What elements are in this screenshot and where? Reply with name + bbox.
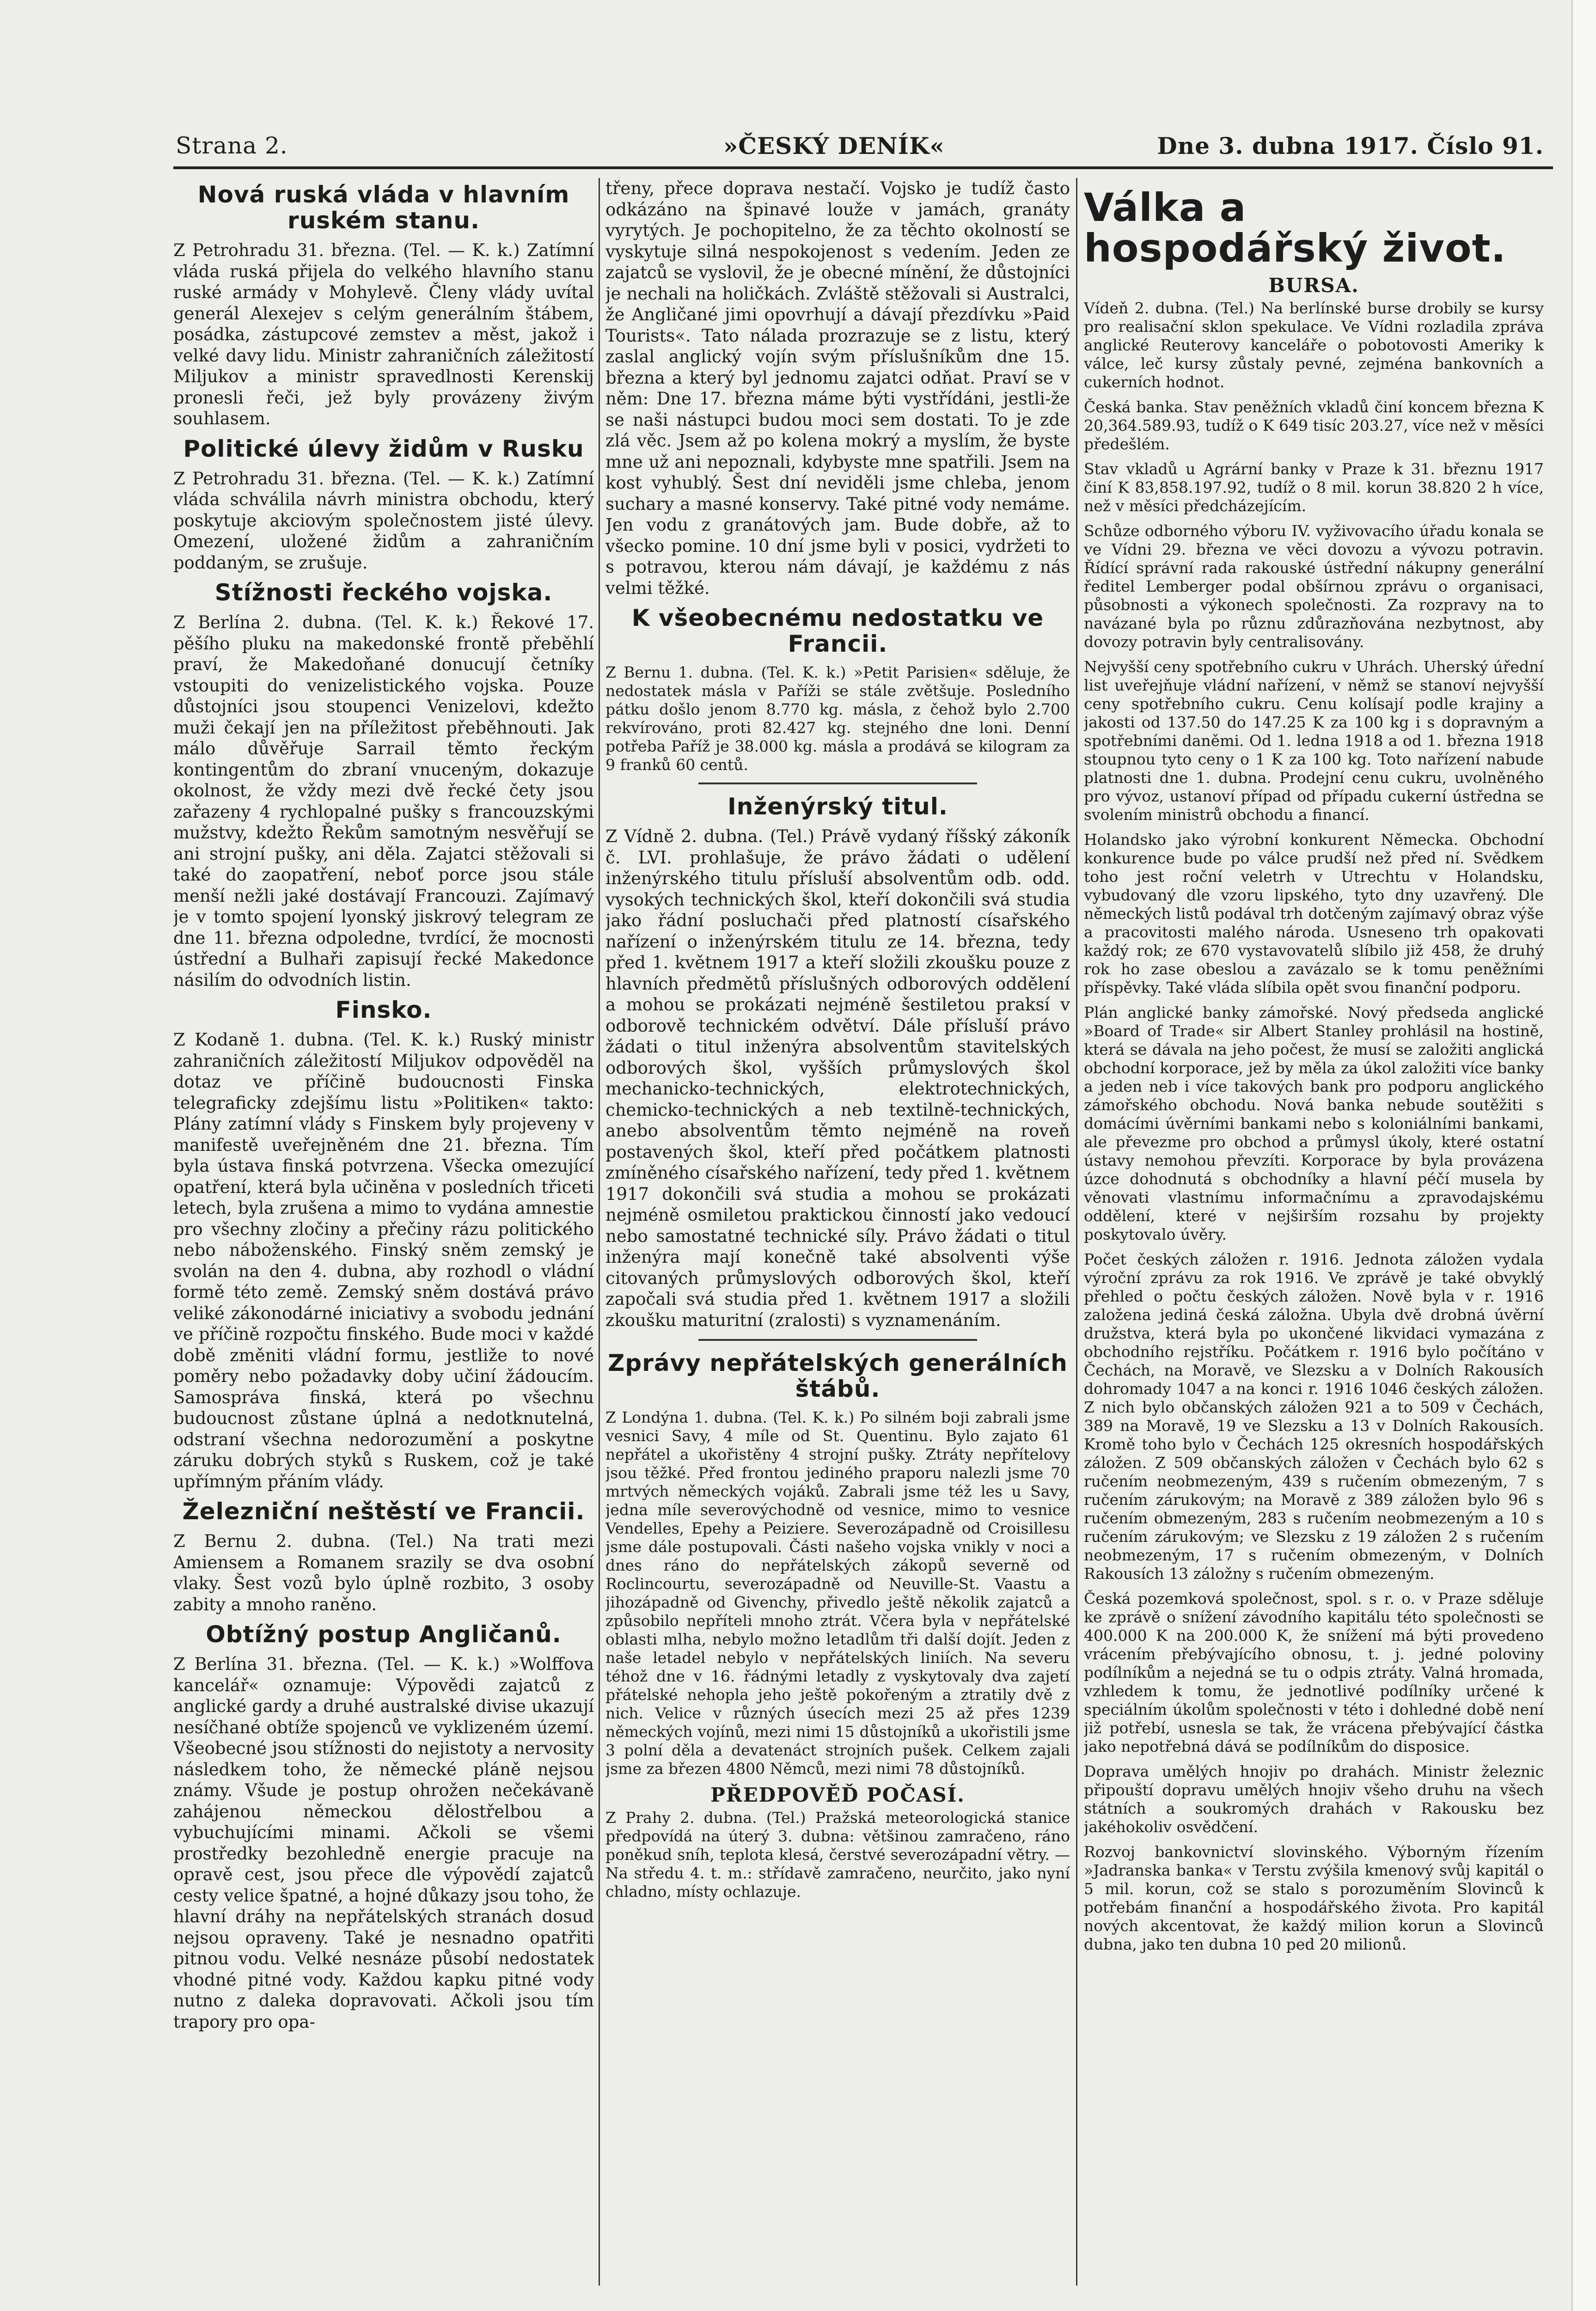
article-body: Z Berlína 2. dubna. (Tel. K. k.) Řekové 17. pěšího pluku na makedonské frontě přeběhlí praví, že Makedoňané donucují četníky vstoupiti do venizelistického vojska. Pouze důstojníci jsou stoupenci Venizelovi, kdežto muži čekají jen na příležitost přeběhnouti. Jak málo důvěřuje Sarrail těmto řeckým kontingentům do zbraní vnuceným, dokazuje okolnost, že vždy mezi dvě řecké čety jsou zařazeny 4 rychlopalné pušky s francouzskými mužstvy, kdežto Řekům samotným nesvěřují se ani strojní pušky, ani děla. Zajatci stěžovali si také do zaopatření, neboť porce jsou stále menší nežli jaké dostávají Francouzi. Zajímavý je v tomto spojení lyonský jiskrový telegram ze dne 11. března odpoledne, tvrdící, že mocnosti ústřední a Bulhaři zapisují řecké Makedonce násilím do odvodních listin. (173, 612, 594, 990)
article-body: Schůze odborného výboru IV. vyživovacího úřadu konala se ve Vídni 29. března ve věci dovozu a vývozu potravin. Řídící správní rada rakouské ústřední nákupny generální ředitel Lemberger podal obšírnou zprávu o organisaci, působnosti a výkonech společnosti. Za rozpravy na to navázané byla po různu zdůrazňována nezbytnost, aby dovozy potravin byly centralisovány. (1084, 521, 1544, 651)
article-body: Holandsko jako výrobní konkurent Německa. Obchodní konkurence bude po válce prudší než před ní. Svědkem toho jest roční veletrh v Utrechtu v Holandsku, vybudovaný dle vzoru lipského, tyto dny uzavřený. Dle německých listů podával trh dotčeným zajímavý obraz výše a pracovitosti malého národa. Usneseno trh opakovati každý rok; ze 670 vystavovatelů slíbilo již 458, že druhý rok ho zase obeslou a zavázalo se k tomu peněžními příspěvky. Také vláda slíbila opět svou finanční podporu. (1084, 830, 1544, 997)
article-headline: Politické úlevy židům v Rusku (183, 435, 584, 462)
article-body: Z Vídně 2. dubna. (Tel.) Právě vydaný říšský zákoník č. LVI. prohlašuje, že právo žádati o udělení inženýrského titulu přísluší absolventům odb. odd. vysokých technických škol, kteří dokončili svá studia jako řádní posluchači před platností císařského nařízení o inženýrském titulu ze 14. března, tedy před 1. květnem 1917 a kteří složili zkoušku pouze z hlavních předmětů příslušných odborových oddělení a mohou se prokázati nejméně šestiletou praksí v odborově technickém odvětví. Dále přísluší právo žádati o titul inženýra absolventům stavitelských odborových škol, vyšších průmyslových škol mechanicko-technických, elektrotechnických, chemicko-technických a neb textilně-technických, anebo absolventům těmto nejméně na roveň postavených škol, kteří před počátkem platnosti zmíněného císařského nařízení, tedy před 1. květnem 1917 dokončili svá studia a mohou se prokázati nejméně osmiletou praktickou činností jako vedoucí nebo samostatné technické síly. Právo žádati o titul inženýra mají konečně také absolventi výše citovaných průmyslových odborových škol, kteří započali svá studia před 1. květnem 1917 a složili zkoušku maturitní (zralosti) s vyznamenáním. (605, 826, 1070, 1330)
article-subheadline: PŘEDPOVĚĎ POČASÍ. (710, 1784, 965, 1806)
article-headline: K všeobecnému nedostatku ve Francii. (631, 605, 1044, 657)
article-body: třeny, přece doprava nestačí. Vojsko je tudíž často odkázáno na špinavé louže v jamách, granáty vyrytých. Je pochopitelno, že za těchto okolností se vyskytuje silná nespokojenost s vedením. Jeden ze zajatců se vyslovil, že je obecné mínění, že důstojníci je nechali na holičkách. Zvláště stěžovali si Australci, že Angličané jimi opovrhují a dávají přezdívku »Paid Tourists«. Tato nálada prozrazuje se z listu, který zaslal anglický vojín svým příslušníkům dne 15. března a který byl jednomu zajatci odňat. Praví se v něm: Dne 17. března máme býti vystřídáni, jestli-že se naši nástupci budou moci sem dostati. To je zde zlá věc. Jsem až po kolena mokrý a myslím, že byste mne už ani nepoznali, kdybyste mne spatřili. Jsem na kost vyhublý. Šest dní neviděli jsme chleba, jenom suchary a masné konservy. Také pitné vody nemáme. Jen vodu z granátových jam. Bude dobře, až to všecko pomine. 10 dní jsme byli v posici, vydržeti to s potravou, kterou nám dávají, je každému z nás velmi těžké. (605, 178, 1070, 598)
article-headline: Nová ruská vláda v hlavním ruském stanu. (197, 181, 570, 234)
article-body: Plán anglické banky zámořské. Nový předseda anglické »Board of Trade« sir Albert Stanley prohlásil na hostině, která se dávala na jeho počest, že musí se založiti anglická obchodní korporace, jež by měla za úkol založiti více banky a jeden neb i více takových bank pro podporu anglického zámořského obchodu. Nová banka nebude soutěžiti s domácími úvěrními bankami nebo s koloniálními bankami, ale převezme pro obchod a průmysl úkoly, které ostatní ústavy nemohou převzíti. Korporace by byla provázena úzce dohodnutá s obchodníky a hlavní péčí musela by věnovati vlastnímu informačnímu a zpravodajskému oddělení, které v nejširším rozsahu by projekty poskytovalo úvěry. (1084, 1003, 1544, 1243)
article-body: Z Petrohradu 31. března. (Tel. — K. k.) Zatímní vláda ruská přijela do velkého hlavního stanu ruské armády v Mohylevě. Členy vlády uvítal generál Alexejev s celým generálním štábem, posádka, zástupcové zemstev a měst, jakož i velké davy lidu. Ministr zahraničních záležitostí Miljukov a ministr spravedlnosti Kerenskij pronesli řeči, jež byly provázeny živým souhlasem. (173, 240, 594, 428)
article-headline: Železniční neštěstí ve Francii. (182, 1498, 585, 1525)
article-headline: Stížnosti řeckého vojska. (214, 579, 553, 606)
article-body: Z Prahy 2. dubna. (Tel.) Pražská meteorologická stanice předpovídá na úterý 3. dubna: většinou zamračeno, ráno poněkud sníh, teplota klesá, čerstvé severozápadní větry. — Na středu 4. t. m.: střídavě zamračeno, neurčito, jako nyní chladno, místy ochlazuje. (605, 1808, 1070, 1901)
masthead (173, 129, 1553, 169)
article-headline: Finsko. (335, 997, 432, 1023)
section-subheadline: BURSA. (1268, 274, 1359, 297)
article-body: Stav vkladů u Agrární banky v Praze k 31. březnu 1917 činí K 83,858.197.92, tudíž o 8 mil. korun 38.820 2 h více, než v měsíci předcházejícím. (1084, 459, 1544, 515)
column-rule-1 (599, 178, 600, 2286)
newspaper-title: »ČESKÝ DENÍK« (723, 132, 945, 159)
date-issue: Dne 3. dubna 1917. Číslo 91. (1157, 132, 1544, 159)
article-body: Doprava umělých hnojiv po drahách. Ministr železnic připouští dopravu umělých hnojiv všeho druhu na všech státních a soukromých drahách v Rakousku bez jakéhokoliv osvědčení. (1084, 1762, 1544, 1836)
separator (698, 1339, 977, 1341)
article-body: Rozvoj bankovnictví slovinského. Výborným řízením »Jadranska banka« v Terstu zvýšila kmenový svůj kapitál o 5 mil. korun, což se stalo s porozuměním Slovinců k potřebám finanční a hospodářského života. Pro kapitál nových akcentovat, že každý milion korun a Slovinců dubna, jako ten dubna 10 ped 20 milionů. (1084, 1842, 1544, 1953)
article-body: Z Petrohradu 31. března. (Tel. — K. k.) Zatímní vláda schválila návrh ministra obchodu, který poskytuje akciovým společnostem jisté úlevy. Omezení, uložené židům a zahraničním poddaným, se zrušuje. (173, 468, 594, 573)
section-headline: Válka a hospodářský život. (1084, 185, 1506, 271)
article-body: Počet českých záložen r. 1916. Jednota záložen vydala výroční zprávu za rok 1916. Ve zprávě je také obvyklý přehled o počtu českých záložen. Nově byla v r. 1916 založena jediná česká záložna. Ubyla dvě drobná úvěrní družstva, která byla po ukončené likvidaci vymazána z obchodního rejstříku. Počátkem r. 1916 bylo počítáno v Čechách, na Moravě, ve Slezsku a v Dolních Rakousích dohromady 1047 a na konci r. 1916 1046 českých záložen. Z nich bylo občanských záložen 921 a to 509 v Čechách, 389 na Moravě, 19 ve Slezsku a 13 v Dolních Rakousích. Kromě toho bylo v Čechách 125 okresních hospodářských záložen. Z 509 občanských záložen v Čechách bylo 62 s ručením neobmezeným, 439 s ručením obmezeným, 7 s ručením zárukovým; na Moravě z 389 záložen bylo 96 s ručením obmezeným, 283 s ručením neobmezeným a 10 s ručením zárukovým; ve Slezsku z 19 záložen 2 s ručením neobmezeným, 17 s ručením obmezeným, v Dolních Rakousích 13 záložny s ručením obmezeným. (1084, 1250, 1544, 1583)
column-1 (173, 178, 594, 2295)
article-body: Vídeň 2. dubna. (Tel.) Na berlínské burse drobily se kursy pro realisační sklon spekulace. Ve Vídni rozladila zpráva anglické Reuterovy kanceláře o pobotovosti Ameriky k válce, leč kursy zůstaly pevné, zejména bankovních a cukerních hodnot. (1084, 299, 1544, 391)
page-number: Strana 2. (176, 132, 288, 159)
article-body: Nejvyšší ceny spotřebního cukru v Uhrách. Uherský úřední list uveřejňuje vládní nařízení, v němž se stanoví nejvyšší ceny spotřebního cukru. Cenu kolísají podle krajiny a jakosti od 137.50 do 147.25 K za 100 kg i s dopravným a spotřebními daněmi. Od 1. ledna 1918 a od 1. března 1918 stoupnou tyto ceny o 1 K za 100 kg. Toto nařízení nabude platnosti dne 1. dubna. Prodejní cenu cukru, uvolněného pro vývoz, ustanoví případ od případu cukerní ústředna se svolením ministrů obchodu a financí. (1084, 657, 1544, 824)
column-2 (605, 178, 1070, 2295)
article-headline: Obtížný postup Angličanů. (206, 1621, 562, 1648)
article-body: Česká banka. Stav peněžních vkladů činí koncem března K 20,364.589.93, tudíž o K 649 tisíc 203.27, více než v měsíci předešlém. (1084, 397, 1544, 453)
article-body: Česká pozemková společnost, spol. s r. o. v Praze sděluje ke zprávě o snížení závodního kapitálu této společnosti se 400.000 K na 200.000 K, že snížení má býti provedeno vrácením přebývajícího obnosu, t. j. jedné poloviny podílníkům a nejedná se tu o odpis ztráty. Valná hromada, vzhledem k tomu, že jednotlivé podílníky určené k speciálním úkolům společnosti v této i dohledné době není již potřebí, usnesla se tak, že vrácena přebývající částka jako nepotřebná dává se podílníkům do disposice. (1084, 1589, 1544, 1755)
article-body: Z Kodaně 1. dubna. (Tel. K. k.) Ruský ministr zahraničních záležitostí Miljukov odpověděl na dotaz ve příčině budoucnosti Finska telegraficky zdejšímu listu »Politiken« takto: Plány zatímní vlády s Finskem byly projeveny v manifestě uveřejněném dne 21. března. Tím byla ústava finská potvrzena. Všecka omezující opatření, která byla učiněna v posledních třiceti letech, byla zrušena a mimo to vydána amnestie pro všechny zločiny a přečiny rázu politického nebo náboženského. Finský sněm zemský je svolán na den 4. dubna, aby rozhodl o vládní formě této země. Zemský sněm dostává právo veliké zákonodárné iniciativy a svobodu jednání ve příčině rozpočtu finského. Bude moci v každé době změniti vládní formu, jestliže to nové poměry nebo požadavky doby učiní žádoucím. Samospráva finská, která po všechnu budoucnost zůstane úplná a nedotknutelná, odstraní všechna nedorozumění a poskytne záruku dobrých styků s Ruskem, což je také upřímným přáním vlády. (173, 1030, 594, 1492)
separator (698, 783, 977, 784)
article-body: Z Londýna 1. dubna. (Tel. K. k.) Po silném boji zabrali jsme vesnici Savy, 4 míle od St. Quentinu. Bylo zajato 61 nepřátel a ukořistěny 4 strojní pušky. Ztráty nepřítelovy jsou těžké. Před frontou jediného praporu nalezli jsme 70 mrtvých německých vojáků. Zabrali jsme též les u Savy, jedna míle severovýchodně od vesnice, mimo to vesnice Vendelles, Epehy a Peiziere. Severozápadně od Croisillesu jsme dále postupovali. Části našeho vojska vnikly v noci a dnes ráno do nepřátelských zákopů severně od Roclincourtu, severozápadně od Neuville-St. Vaastu a jihozápadně od Givenchy, přivedlo ještě několik zajatců a způsobilo nepříteli mnoho ztrát. Včera byla v nepřátelské oblasti mlha, nebylo možno letadlům tři další dojít. Jeden z naše letadel nebylo v nepřátelských liniích. Na severu téhož dne v 16. řádnými letadly z vyskytovaly dva zajetí přátelské nehopla jeho ještě pokořeným a ztratily dvě z nich. Velice v různých úsecích mezi 25 až přes 1239 německých vojínů, mezi nimi 15 důstojníků a ukořistili jsme 3 polní děla a devatenáct strojních pušek. Celkem zajali jsme za březen 4800 Němců, mezi nimi 78 důstojníků. (605, 1408, 1070, 1778)
article-headline: Inženýrský titul. (728, 793, 948, 820)
article-body: Z Bernu 2. dubna. (Tel.) Na trati mezi Amiensem a Romanem srazily se dva osobní vlaky. Šest vozů bylo úplně rozbito, 3 osoby zabity a mnoho raněno. (173, 1531, 594, 1614)
article-headline: Zprávy nepřátelských generálních štábů. (608, 1350, 1068, 1402)
column-3 (1084, 178, 1544, 2295)
column-rule-2 (1076, 178, 1077, 2286)
article-body: Z Berlína 31. března. (Tel. — K. k.) »Wolffova kancelář« oznamuje: Výpovědi zajatců z anglické gardy a druhé australské divise ukazují nesíčhané obtíže spojenců ve vyklizeném území. Všeobecné jsou stížnosti do nejistoty a nervosity následkem toho, že německé pláně nejsou známy. Všude je postup ohrožen nečekávaně zahájenou německou dělostřelbou a vybuchujícími minami. Ačkoli se všemi prostředky bezohledně energie pracuje na opravě cest, jsou přece dle výpovědí zajatců cesty velice špatné, a hojné důkazy jsou toho, že hlavní dráhy na nepřátelských stranách dosud nejsou opraveny. Také je nesnadno opatřiti pitnou vodu. Velké nesnáze působí nedostatek vhodné pitné vody. Každou kapku pitné vody nutno z daleka dopravovati. Ačkoli jsou tím trapory pro opa- (173, 1654, 594, 2032)
page-edge (1572, 0, 1596, 2311)
article-body: Z Bernu 1. dubna. (Tel. K. k.) »Petit Parisien« sděluje, že nedostatek másla v Paříži se stále zvětšuje. Posledního pátku došlo jenom 8.770 kg. másla, z čehož bylo 2.700 rekvírováno, proti 82.427 kg. stejného dne loni. Denní potřeba Paříž je 38.000 kg. másla a prodává se kilogram za 9 franků 60 centů. (605, 663, 1070, 774)
